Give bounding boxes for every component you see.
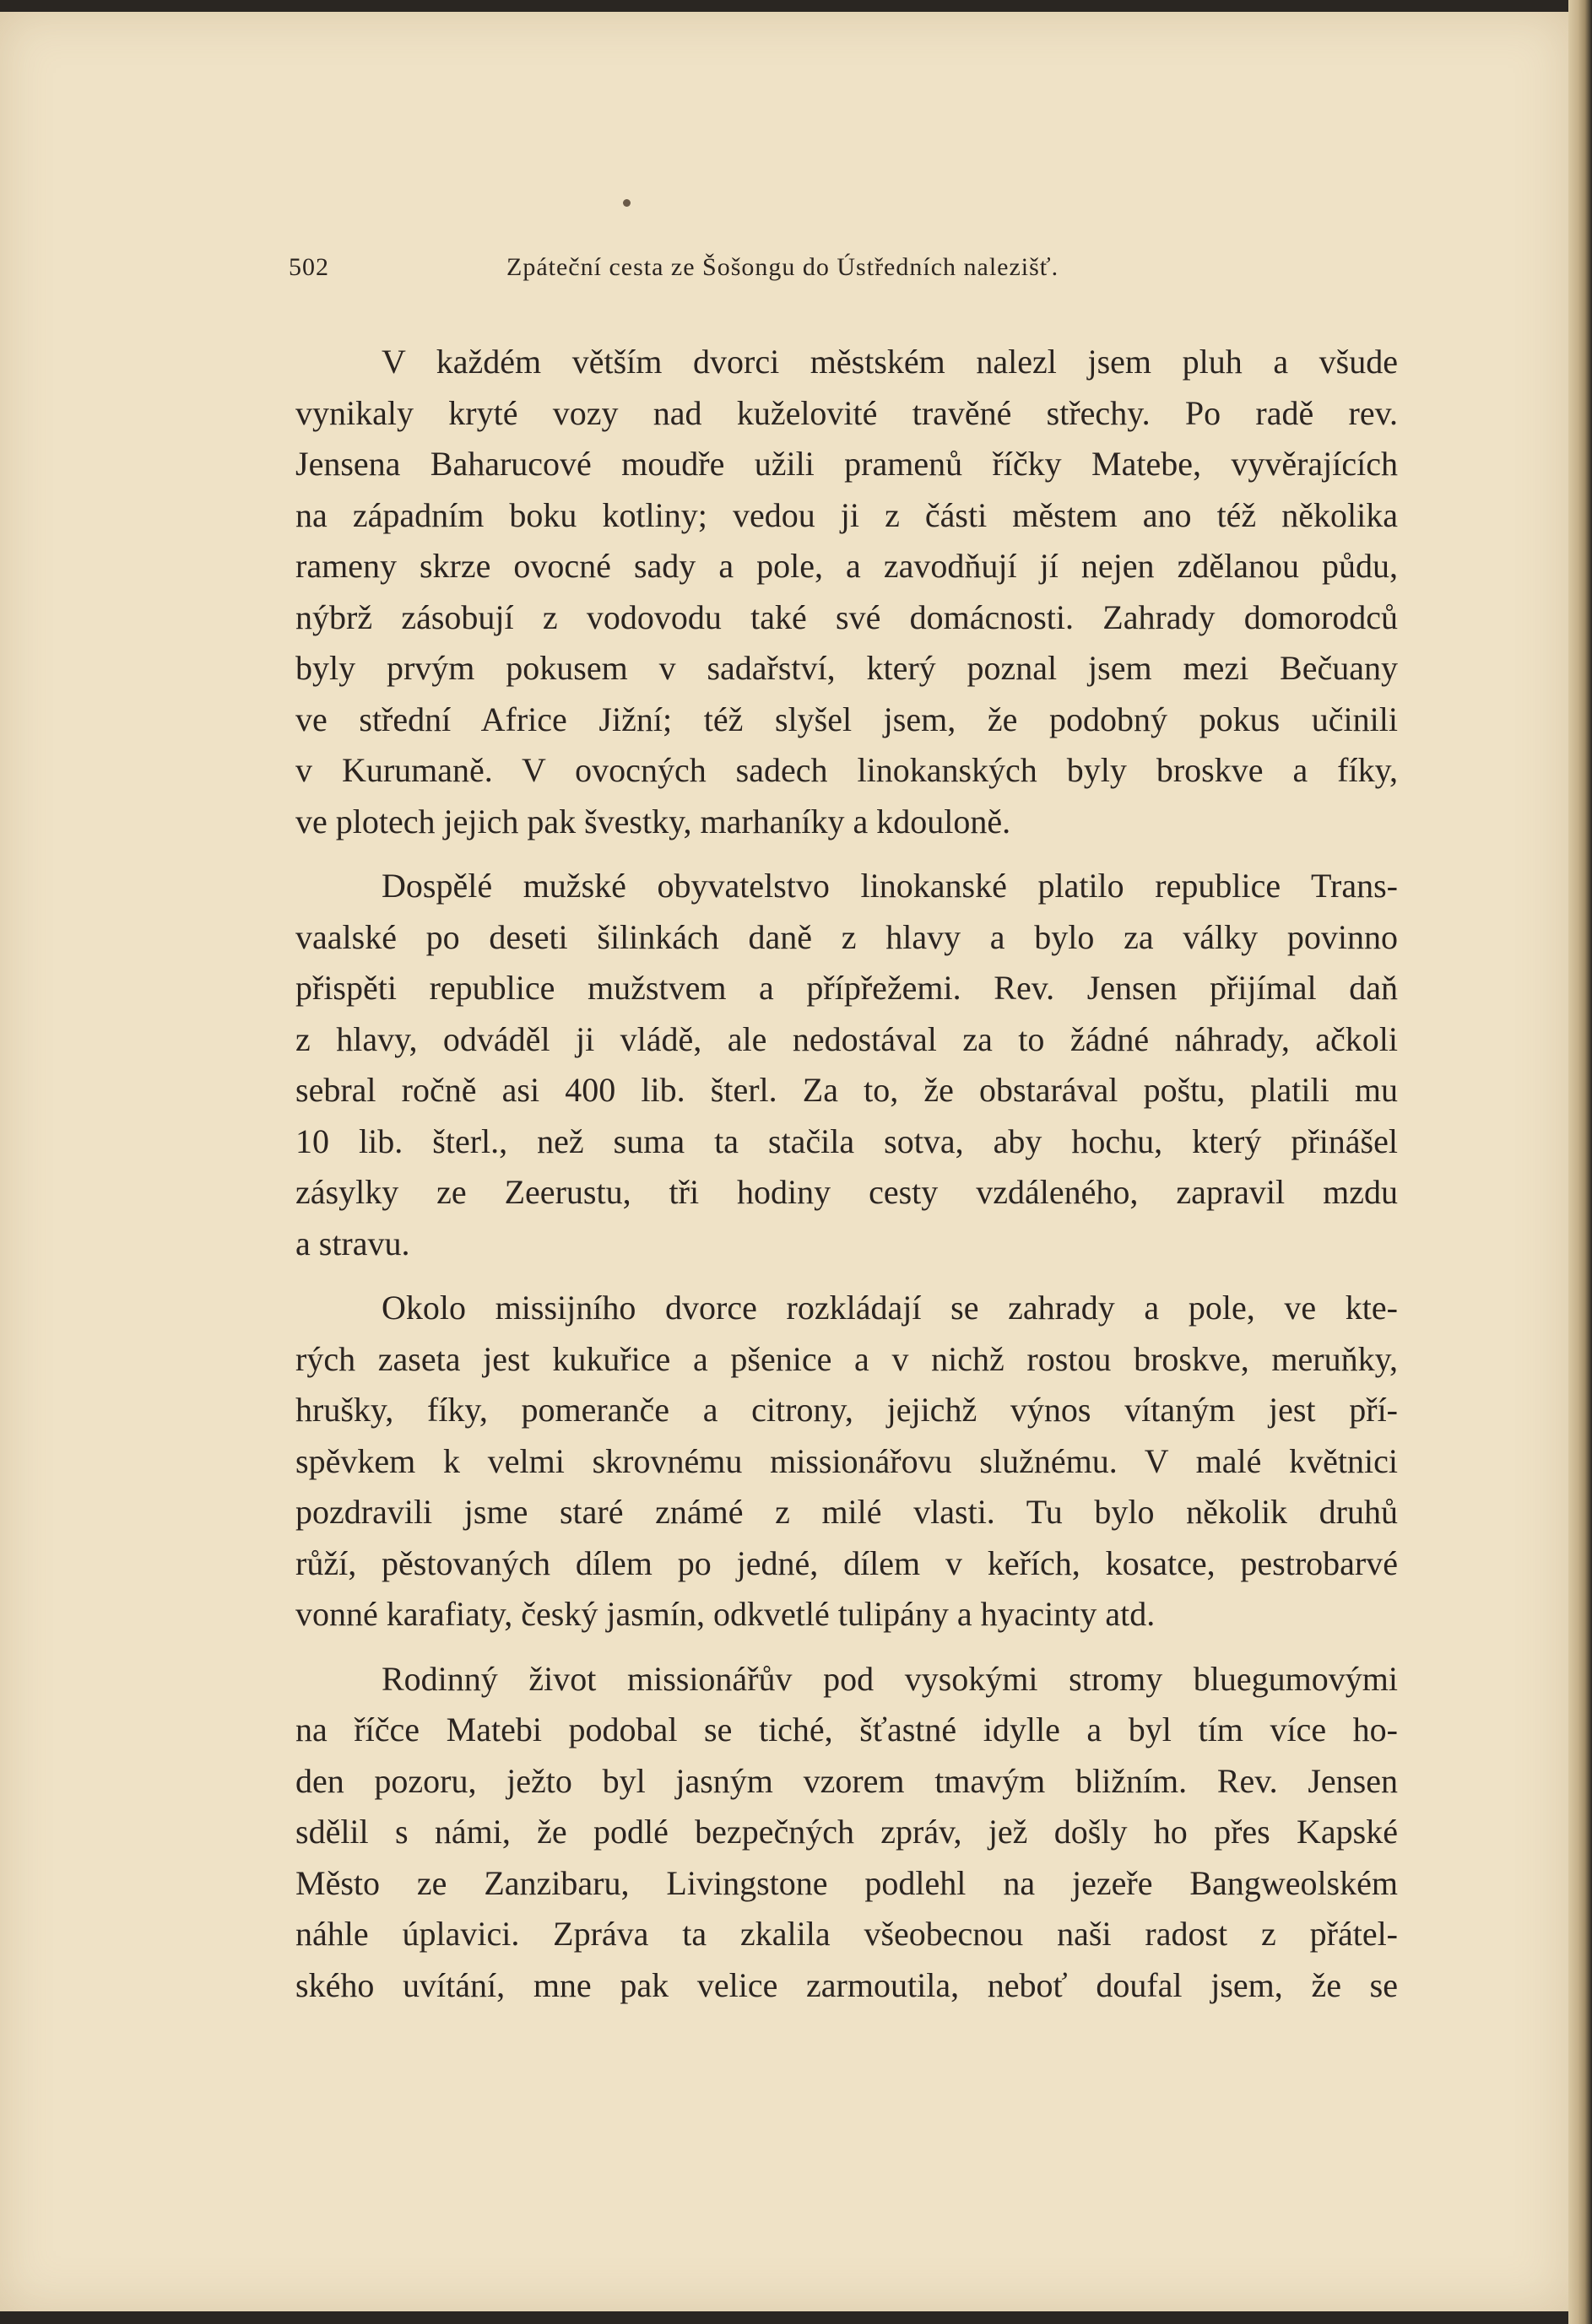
text-line: na říčce Matebi podobal se tiché, šťastné idylle a byl tím více ho- — [295, 1711, 1398, 1748]
text-line: hrušky, fíky, pomeranče a citrony, jejichž výnos vítaným jest pří- — [295, 1391, 1398, 1429]
text-line: na západním boku kotliny; vedou ji z části městem ano též několika — [295, 495, 1398, 534]
text-line: ve střední Africe Jižní; též slyšel jsem, že podobný pokus učinili — [295, 700, 1398, 738]
text-line: růží, pěstovaných dílem po jedné, dílem v keřích, kosatce, pestrobarvé — [295, 1543, 1398, 1582]
text-line: zásylky ze Zeerustu, tři hodiny cesty vzdáleného, zapravil mzdu — [295, 1173, 1398, 1211]
paragraph-4 — [295, 1654, 1398, 2012]
text-line: vonné karafiaty, český jasmín, odkvetlé tulipány a hyacinty atd. — [295, 1595, 1156, 1633]
paragraph-1 — [295, 337, 1398, 847]
text-line: nýbrž zásobují z vodovodu také své domácnosti. Zahrady domorodců — [295, 597, 1398, 636]
text-line: vaalské po deseti šilinkách daně z hlavy a bylo za války povinno — [295, 917, 1398, 956]
text-body — [295, 337, 1398, 2024]
text-line: pozdravili jsme staré známé z milé vlasti. Tu bylo několik druhů — [295, 1493, 1398, 1531]
text-line: den pozoru, ježto byl jasným vzorem tmavým bližním. Rev. Jensen — [295, 1761, 1398, 1800]
text-line: byly prvým pokusem v sadařství, který poznal jsem mezi Bečuany — [295, 649, 1398, 687]
paragraph-3 — [295, 1283, 1398, 1640]
text-line: Město ze Zanzibaru, Livingstone podlehl na jezeře Bangweolském — [295, 1863, 1398, 1902]
text-line: v Kurumaně. V ovocných sadech linokanských byly broskve a fíky, — [295, 751, 1398, 789]
text-line: Rodinný život missionářův pod vysokými stromy bluegumovými — [382, 1659, 1398, 1698]
running-head — [289, 253, 1205, 287]
text-line: náhle úplavici. Zpráva ta zkalila všeobecnou naši radost z přátel- — [295, 1915, 1398, 1953]
text-line: a stravu. — [295, 1224, 410, 1262]
page-number: 502 — [289, 253, 329, 281]
text-line: rameny skrze ovocné sady a pole, a zavodňují jí nejen zdělanou půdu, — [295, 547, 1398, 585]
text-line: přispěti republice mužstvem a přípřežemi. Rev. Jensen přijímal daň — [295, 969, 1398, 1007]
text-line: V každém větším dvorci městském nalezl jsem pluh a všude — [382, 343, 1398, 381]
running-title: Zpáteční cesta ze Šošongu do Ústředních nalezišť. — [506, 253, 1059, 281]
text-line: sdělil s námi, že podlé bezpečných zpráv, jež došly ho přes Kapské — [295, 1813, 1398, 1851]
text-line: spěvkem k velmi skrovnému missionářovu služnému. V malé květnici — [295, 1441, 1398, 1480]
ink-speck — [623, 199, 631, 207]
text-line: rých zaseta jest kukuřice a pšenice a v nichž rostou broskve, meruňky, — [295, 1339, 1398, 1378]
text-line: Okolo missijního dvorce rozkládají se zahrady a pole, ve kte- — [382, 1289, 1398, 1327]
text-line: Jensena Baharucové moudře užili pramenů říčky Matebe, vyvěrajících — [295, 445, 1398, 483]
text-line: sebral ročně asi 400 lib. šterl. Za to, že obstarával poštu, platili mu — [295, 1071, 1398, 1109]
text-line: ského uvítání, mne pak velice zarmoutila, neboť doufal jsem, že se — [295, 1965, 1398, 2004]
paragraph-2 — [295, 861, 1398, 1269]
text-line: 10 lib. šterl., než suma ta stačila sotva, aby hochu, který přinášel — [295, 1121, 1398, 1160]
text-line: ve plotech jejich pak švestky, marhaníky a kdouloně. — [295, 802, 1011, 840]
top-scan-edge — [0, 0, 1592, 12]
text-line: Dospělé mužské obyvatelstvo linokanské platilo republice Trans- — [382, 867, 1398, 905]
book-spine-edge — [1568, 0, 1592, 2324]
text-line: z hlavy, odváděl ji vládě, ale nedostával za to žádné náhrady, ačkoli — [295, 1019, 1398, 1058]
text-line: vynikaly kryté vozy nad kuželovité travěné střechy. Po radě rev. — [295, 393, 1398, 432]
book-page — [0, 12, 1568, 2311]
